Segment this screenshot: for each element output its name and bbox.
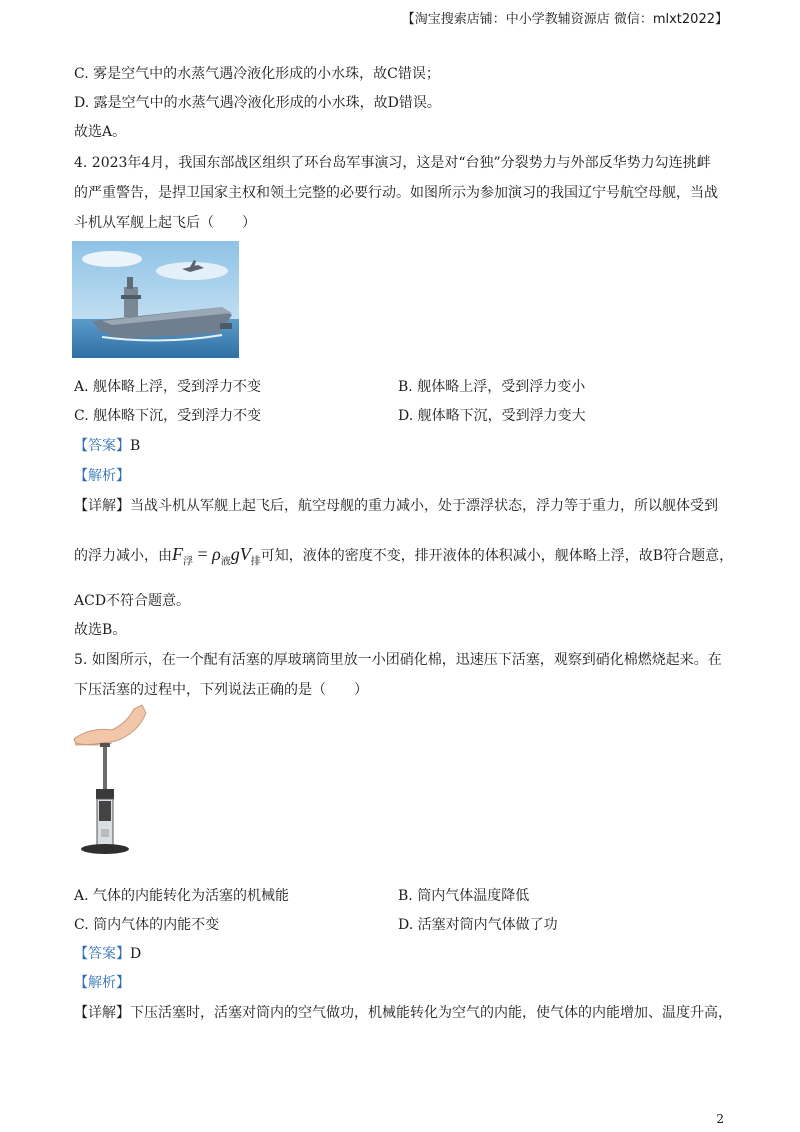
q5-option-c: C. 筒内气体的内能不变 — [74, 917, 220, 933]
q4-stem-line2: 的严重警告，是捍卫国家主权和领土完整的必要行动。如图所示为参加演习的我国辽宁号航空母舰，当战 — [74, 185, 718, 201]
q5-answer — [74, 944, 141, 964]
q4-answer — [74, 436, 140, 456]
q4-option-d: D. 舰体略下沉，受到浮力变大 — [398, 408, 586, 424]
detail-text: 的浮力减小，由 — [74, 548, 172, 564]
answer-value: B — [130, 438, 141, 454]
q4-option-b: B. 舰体略上浮，受到浮力变小 — [398, 379, 586, 395]
detail-tag: 【详解】 — [74, 1005, 130, 1021]
detail-text: 下压活塞时，活塞对筒内的空气做功，机械能转化为空气的内能，使气体的内能增加、温度升高， — [130, 1005, 732, 1021]
q3-option-d: D. 露是空气中的水蒸气遇冷液化形成的小水珠，故D错误。 — [74, 95, 441, 111]
detail-text: 当战斗机从军舰上起飞后，航空母舰的重力减小，处于漂浮状态，浮力等于重力，所以舰体受到 — [130, 498, 718, 514]
q4-detail-line2 — [74, 540, 733, 577]
page-header: 【淘宝搜索店铺：中小学教辅资源店 微信：mlxt2022】 — [401, 12, 728, 27]
piston-cylinder-image — [72, 703, 152, 859]
page-number: 2 — [716, 1112, 724, 1126]
q5-analysis-tag: 【解析】 — [74, 975, 130, 991]
q5-option-b: B. 筒内气体温度降低 — [398, 888, 530, 904]
detail-text: 可知，液体的密度不变，排开液体的体积减小，舰体略上浮，故B符合题意， — [260, 548, 734, 564]
q4-analysis-tag: 【解析】 — [74, 468, 130, 484]
aircraft-carrier-image — [72, 241, 239, 358]
q4-detail-line3: ACD不符合题意。 — [74, 593, 191, 609]
q4-stem-line1: 4. 2023年4月，我国东部战区组织了环台岛军事演习，这是对“台独”分裂势力与外部反华势力勾连挑衅 — [74, 155, 711, 171]
q4-detail-line1 — [74, 496, 718, 516]
q4-option-c: C. 舰体略下沉，受到浮力不变 — [74, 408, 262, 424]
q5-option-d: D. 活塞对筒内气体做了功 — [398, 917, 558, 933]
q5-stem-line2: 下压活塞的过程中，下列说法正确的是（ ） — [74, 682, 368, 698]
detail-tag: 【详解】 — [74, 498, 130, 514]
q4-choice: 故选B。 — [74, 622, 127, 638]
q3-option-c: C. 雾是空气中的水蒸气遇冷液化形成的小水珠，故C错误； — [74, 66, 440, 82]
answer-value: D — [130, 946, 142, 962]
q5-stem-line1: 5. 如图所示，在一个配有活塞的厚玻璃筒里放一小团硝化棉，迅速压下活塞，观察到硝化棉燃烧起来。在 — [74, 652, 722, 668]
q5-option-a: A. 气体的内能转化为活塞的机械能 — [74, 888, 290, 904]
buoyancy-formula: $F_浮 = \rho_液gV_排$ — [172, 544, 261, 568]
q3-choice: 故选A。 — [74, 124, 127, 140]
q4-option-a: A. 舰体略上浮，受到浮力不变 — [74, 379, 262, 395]
q5-detail-line1 — [74, 1003, 732, 1023]
answer-tag: 【答案】 — [74, 438, 130, 454]
q4-stem-line3: 斗机从军舰上起飞后（ ） — [74, 215, 256, 231]
answer-tag: 【答案】 — [74, 946, 130, 962]
